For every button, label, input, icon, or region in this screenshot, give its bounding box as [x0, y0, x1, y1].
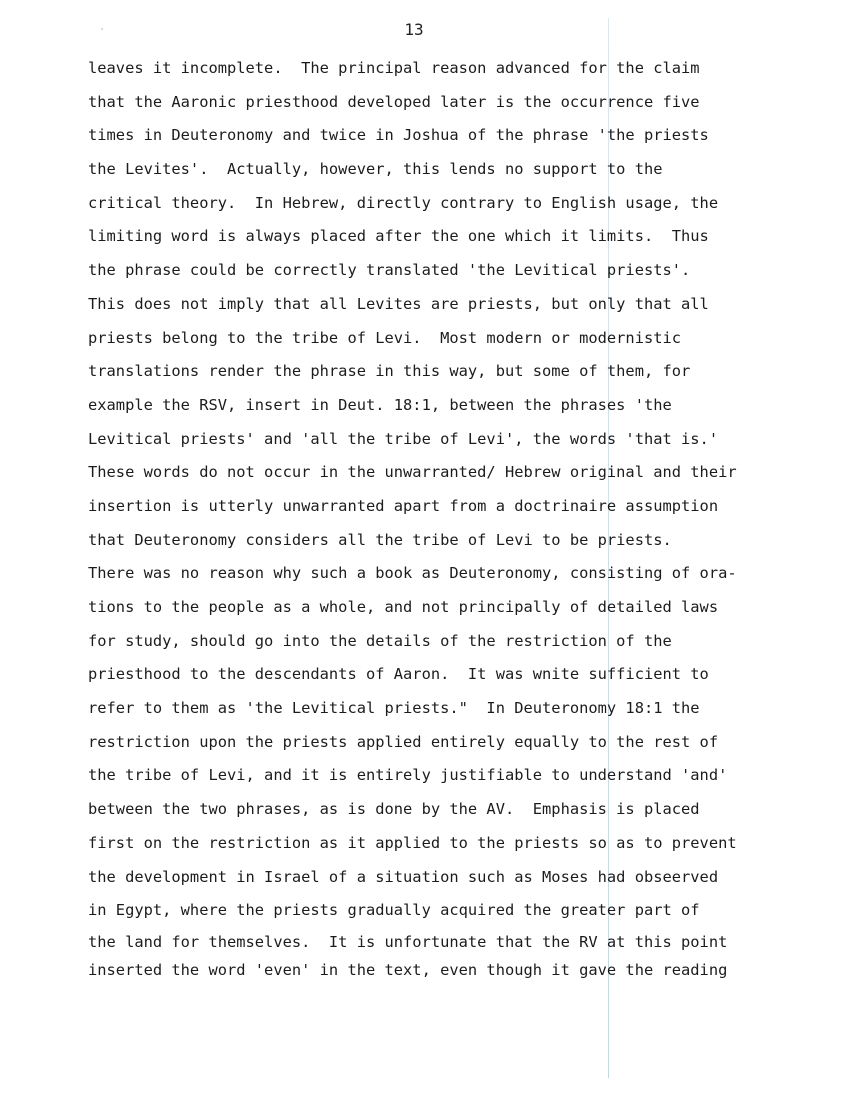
- text-line-6: limiting word is always placed after the one which it limits. Thus: [88, 227, 709, 246]
- text-line-10: translations render the phrase in this way, but some of them, for: [88, 362, 691, 381]
- text-line-18: for study, should go into the details of the restriction of the: [88, 631, 672, 650]
- text-line-21: restriction upon the priests applied entirely equally to the rest of: [88, 732, 719, 751]
- text-line-22: the tribe of Levi, and it is entirely justifiable to understand 'and': [88, 766, 728, 785]
- text-line-26: in Egypt, where the priests gradually acquired the greater part of: [88, 901, 700, 920]
- text-line-11: example the RSV, insert in Deut. 18:1, between the phrases 'the: [88, 395, 672, 414]
- text-line-3: times in Deuteronomy and twice in Joshua of the phrase 'the priests: [88, 126, 709, 145]
- text-line-14: insertion is utterly unwarranted apart from a doctrinaire assumption: [88, 496, 719, 515]
- text-line-27: the land for themselves. It is unfortunate that the RV at this point: [88, 932, 728, 951]
- typed-body-text: [88, 52, 808, 984]
- text-line-24: first on the restriction as it applied to the priests so as to prevent: [88, 833, 737, 852]
- text-line-7: the phrase could be correctly translated 'the Levitical priests'.: [88, 261, 691, 280]
- text-line-9: priests belong to the tribe of Levi. Most modern or modernistic: [88, 328, 682, 347]
- text-line-28: inserted the word 'even' in the text, even though it gave the reading: [88, 960, 728, 979]
- text-line-2: that the Aaronic priesthood developed later is the occurrence five: [88, 92, 700, 111]
- text-line-20: refer to them as 'the Levitical priests." In Deuteronomy 18:1 the: [88, 699, 700, 718]
- text-line-12: Levitical priests' and 'all the tribe of Levi', the words 'that is.': [88, 429, 719, 448]
- text-line-5: critical theory. In Hebrew, directly contrary to English usage, the: [88, 193, 719, 212]
- text-line-23: between the two phrases, as is done by the AV. Emphasis is placed: [88, 800, 700, 819]
- text-line-25: the development in Israel of a situation such as Moses had obseerved: [88, 867, 719, 886]
- text-line-8: This does not imply that all Levites are priests, but only that all: [88, 294, 709, 313]
- page-number: 13: [404, 20, 424, 39]
- text-line-16: There was no reason why such a book as Deuteronomy, consisting of ora-: [88, 564, 737, 583]
- text-line-1: leaves it incomplete. The principal reason advanced for the claim: [88, 59, 700, 77]
- text-line-13: These words do not occur in the unwarranted/ Hebrew original and their: [88, 463, 737, 482]
- text-line-17: tions to the people as a whole, and not principally of detailed laws: [88, 598, 719, 616]
- text-line-15: that Deuteronomy considers all the tribe of Levi to be priests.: [88, 530, 672, 549]
- text-line-4: the Levites'. Actually, however, this lends no support to the: [88, 160, 663, 179]
- text-line-19: priesthood to the descendants of Aaron. It was wnite sufficient to: [88, 665, 709, 684]
